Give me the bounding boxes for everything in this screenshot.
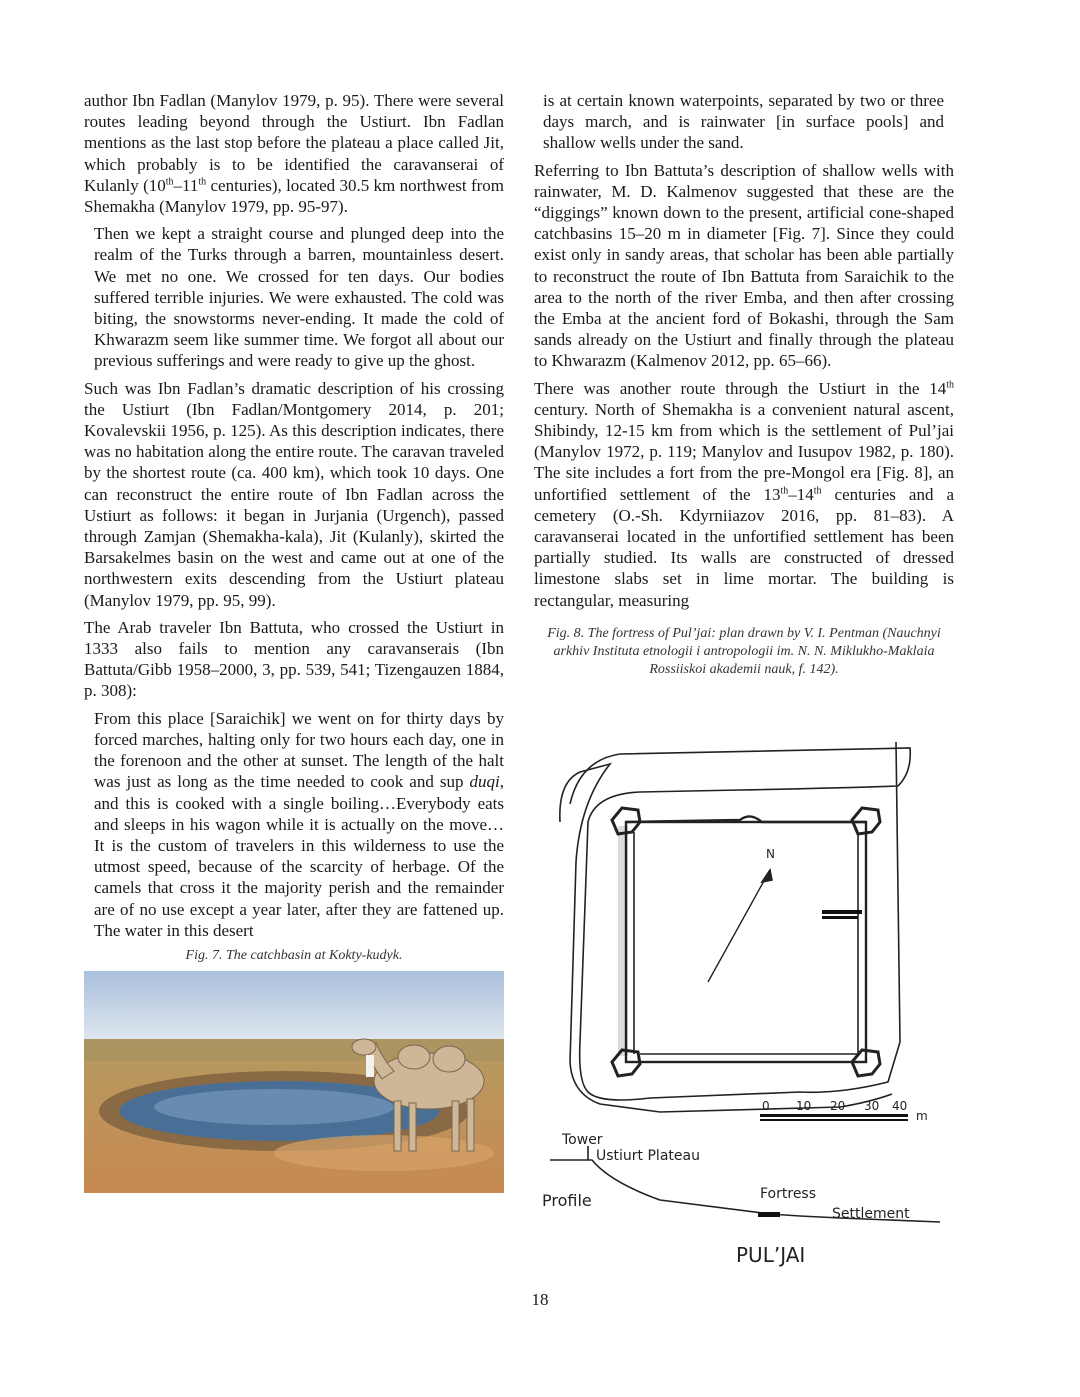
block-quote: Then we kept a straight course and plunged deep into the realm of the Turks through a barren, mountainless desert. We met no one. We crossed for ten days. Our bodies suffered terrible injuries. We were exhausted. The cold was biting, the snowstorms never-ending. It made the cold of Khwarazm seem like summer time. We forgot all about our previous sufferings and were ready to give up the ghost. [94, 224, 504, 371]
paragraph: The Arab traveler Ibn Battuta, who crossed the Ustiurt in 1333 also fails to mention any caravanserais (Ibn Battuta/Gibb 1958–2000, 3, pp. 539, 541; Tizengauzen 1884, p. 308): [84, 617, 504, 701]
paragraph: Referring to Ibn Battuta’s description of shallow wells with rainwater, M. D. Kalmenov suggested that these are the “diggings” known down to the present, artificial cone-shaped catchbasins 15–20 m in diameter [Fig. 7]. Since they could exist only in sandy areas, that scholar has been able partially to reconstruct the route of Ibn Battuta from Saraichik to the area to the north of the river Emba, and then after crossing the Emba at the ancient ford of Bokashi, through the Sam sands already on the Ustiurt and finally through the plateau to Khwarazm (Kalmenov 2012, pp. 65–66). [534, 160, 954, 371]
tower-label: Tower [562, 1132, 603, 1148]
right-column [534, 90, 954, 685]
scale-unit: m [916, 1109, 928, 1123]
settlement-label: Settlement [832, 1206, 910, 1222]
left-column [84, 90, 504, 1193]
ustiurt-plateau-label: Ustiurt Plateau [596, 1148, 700, 1164]
profile-label: Profile [542, 1191, 592, 1210]
figure-8-caption: Fig. 8. The fortress of Pul’jai: plan drawn by V. I. Pentman (Nauchnyi arkhiv Instituta etnologii i antropologii im. N. N. Miklukho-Maklaia Rossiiskoi akademii nauk, f. 142). [547, 625, 941, 677]
paragraph: There was another route through the Ustiurt in the 14th century. North of Shemakha is a convenient natural ascent, Shibindy, 12-15 km from which is the settlement of Pul’jai (Manylov 1972, p. 119; Manylov and Iusupov 1982, p. 180). The site includes a fort from the pre-Mongol era [Fig. 8], an unfortified settlement of the 13th–14th centuries and a cemetery (O.-Sh. Kdyrniiazov 2016, pp. 81–83). A caravanserai located in the unfortified settlement has been partially studied. Its walls are constructed of dressed limestone slabs set in lime mortar. The building is rectangular, measuring [534, 378, 955, 610]
block-quote-continued: is at certain known waterpoints, separated by two or three days march, and is rainwater [in surface pools] and shallow wells under the sand. [543, 91, 944, 153]
paragraph: author Ibn Fadlan (Manylov 1979, p. 95). There were several routes leading beyond through the Ustiurt. Ibn Fadlan mentions as the last stop before the plateau a place called Jit, which probably is to be identified the caravanserai of Kulanly (10th–11th centuries), located 30.5 km northwest from Shemakha (Manylov 1979, pp. 95-97). [84, 91, 504, 217]
scale-tick-20: 20 [830, 1099, 846, 1113]
scale-tick-0: 0 [762, 1099, 770, 1113]
site-name-label: PUL’JAI [736, 1243, 806, 1267]
catchbasin-photo [84, 971, 504, 1193]
fortress-plan-drawing [540, 742, 950, 1282]
scale-tick-10: 10 [796, 1099, 812, 1113]
paragraph: Such was Ibn Fadlan’s dramatic description of his crossing the Ustiurt (Ibn Fadlan/Montgomery 2014, p. 201; Kovalevskii 1956, p. 125). As this description indicates, there was no habitation along the entire route. The caravan traveled by the shortest route (ca. 400 km), which took 10 days. One can reconstruct the entire route of Ibn Fadlan across the Ustiurt as follows: it began in Jurjania (Urgench), passed through Zamjan (Shemakha-kala), Jit (Kulanly), skirted the Barsakelmes basin on the west and came out at one of the northwestern exits descending from the Ustiurt plateau (Manylov 1979, pp. 95, 99). [84, 378, 504, 610]
block-quote: From this place [Saraichik] we went on for thirty days by forced marches, halting only for two hours each day, one in the forenoon and the other at sunset. The length of the halt was just as long as the time needed to cook and sup duqi, and this is cooked with a single boiling…Everybody eats and sleeps in his wagon while it is actually on the move… It is the custom of travelers in this wilderness to use the utmost speed, because of the scarcity of herbage. Of the camels that cross it the majority perish and the remainder are of no use except a year later, after they are fattened up. The water in this desert [94, 708, 504, 940]
scale-tick-40: 40 [892, 1099, 908, 1113]
figure-7-caption: Fig. 7. The catchbasin at Kokty-kudyk. [185, 947, 403, 963]
fortress-label: Fortress [760, 1186, 817, 1202]
scale-tick-30: 30 [864, 1099, 880, 1113]
page-number: 18 [531, 1290, 549, 1309]
north-label: N [766, 847, 775, 861]
